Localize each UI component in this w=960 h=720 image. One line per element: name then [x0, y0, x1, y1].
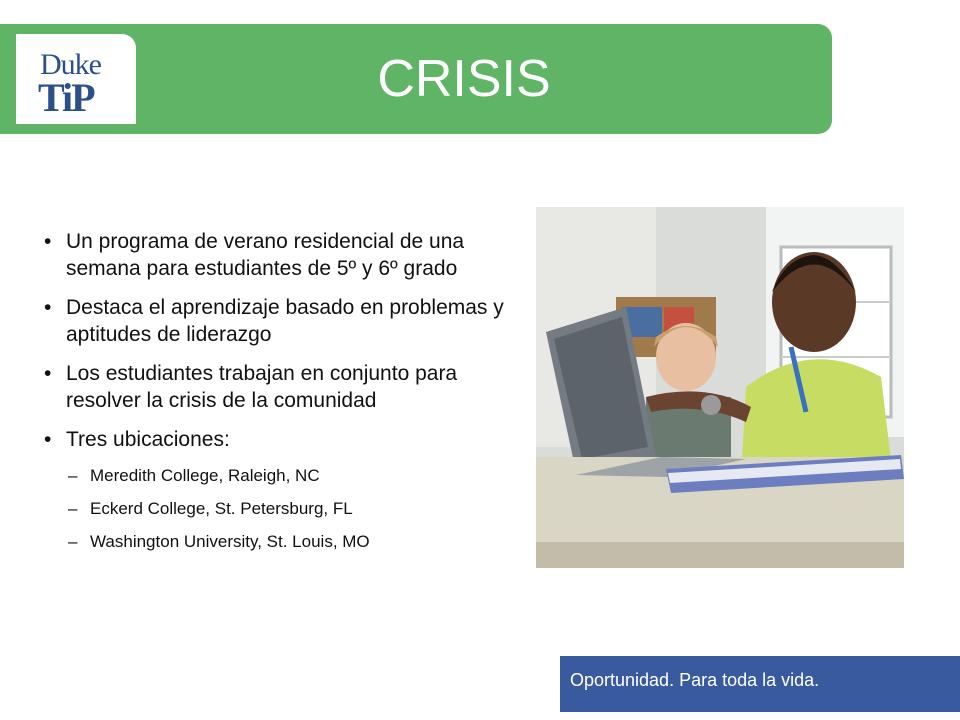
- bullet-item: • Destaca el aprendizaje basado en problemas y aptitudes de liderazgo: [44, 294, 534, 348]
- students-laptop-photo: [536, 207, 904, 568]
- duke-tip-logo: [16, 34, 136, 124]
- footer-tagline: Oportunidad. Para toda la vida.: [570, 669, 820, 690]
- bullet-item: • Los estudiantes trabajan en conjunto para resolver la crisis de la comunidad: [44, 360, 534, 414]
- location-item: – Meredith College, Raleigh, NC: [44, 465, 534, 487]
- location-item: – Washington University, St. Louis, MO: [44, 531, 534, 553]
- footer-bar: [560, 656, 960, 712]
- logo-tip-text: TiP: [38, 75, 94, 120]
- bullet-item: • Un programa de verano residencial de una semana para estudiantes de 5º y 6º grado: [44, 228, 534, 282]
- slide-content: [44, 228, 534, 564]
- logo-duke-text: Duke: [40, 48, 101, 81]
- slide-title: CRISIS: [377, 50, 551, 108]
- location-item: – Eckerd College, St. Petersburg, FL: [44, 498, 534, 520]
- bullet-item: • Tres ubicaciones:: [44, 426, 534, 453]
